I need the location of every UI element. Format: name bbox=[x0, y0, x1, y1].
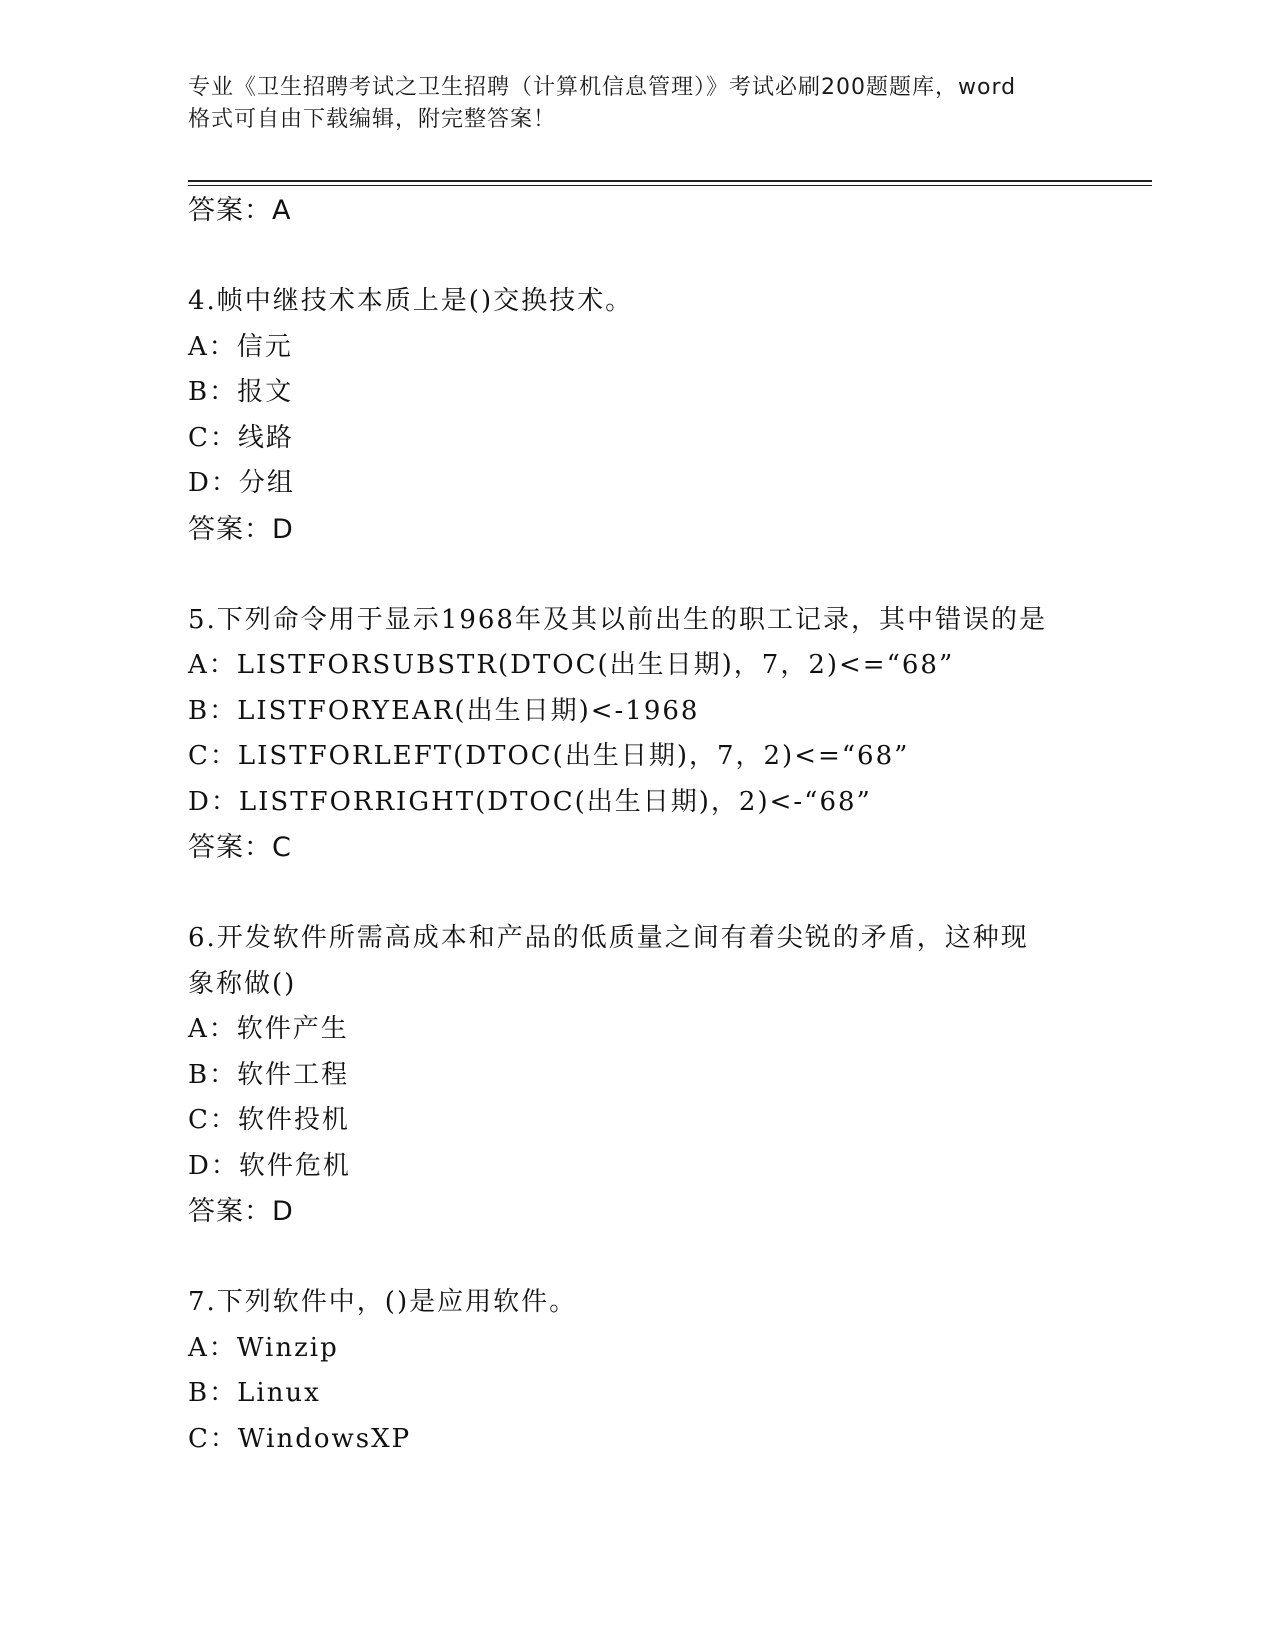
option-a: A：Winzip bbox=[188, 1332, 339, 1363]
option-c: C：线路 bbox=[188, 422, 294, 453]
option-d: D：LISTFORRIGHT(DTOC(出生日期)，2)<-“68” bbox=[188, 786, 872, 817]
document-header bbox=[188, 72, 1088, 136]
answer-line: 答案：D bbox=[188, 1196, 294, 1227]
option-a: A：软件产生 bbox=[188, 1014, 349, 1044]
spacer bbox=[188, 552, 1088, 598]
option-c: C：WindowsXP bbox=[188, 1423, 412, 1454]
header-rule-thin bbox=[188, 185, 1152, 186]
header-line-2: 格式可自由下载编辑，附完整答案！ bbox=[188, 107, 557, 132]
option-a: A：信元 bbox=[188, 331, 293, 362]
option-b: B：软件工程 bbox=[188, 1059, 350, 1090]
option-a: A：LISTFORSUBSTR(DTOC(出生日期)，7，2)<=“68” bbox=[188, 650, 955, 680]
option-d: D：软件危机 bbox=[188, 1150, 351, 1181]
question-4 bbox=[188, 279, 1088, 552]
question-stem: 5.下列命令用于显示1968年及其以前出生的职工记录，其中错误的是 bbox=[188, 604, 1047, 635]
question-6 bbox=[188, 916, 1088, 1235]
question-7 bbox=[188, 1280, 1088, 1462]
document-body bbox=[188, 188, 1088, 1462]
question-stem: 4.帧中继技术本质上是()交换技术。 bbox=[188, 286, 634, 316]
option-c: C：软件投机 bbox=[188, 1105, 350, 1135]
spacer bbox=[188, 1235, 1088, 1281]
header-line-1: 专业《卫生招聘考试之卫生招聘（计算机信息管理）》考试必刷200题题库，word bbox=[188, 75, 1017, 100]
option-b: B：Linux bbox=[188, 1378, 321, 1408]
question-5 bbox=[188, 598, 1088, 871]
option-b: B：LISTFORYEAR(出生日期)<-1968 bbox=[188, 695, 700, 726]
spacer bbox=[188, 234, 1088, 280]
answer-line: 答案：D bbox=[188, 513, 294, 545]
header-rule-thick bbox=[188, 180, 1152, 182]
question-stem: 7.下列软件中，()是应用软件。 bbox=[188, 1287, 578, 1317]
option-c: C：LISTFORLEFT(DTOC(出生日期)，7，2)<=“68” bbox=[188, 741, 910, 771]
answer-line: 答案：A bbox=[188, 195, 292, 226]
option-b: B：报文 bbox=[188, 377, 294, 407]
option-d: D：分组 bbox=[188, 468, 295, 498]
question-stem-line-2: 象称做() bbox=[188, 968, 297, 999]
answer-line: 答案：C bbox=[188, 832, 292, 863]
question-stem-line-1: 6.开发软件所需高成本和产品的低质量之间有着尖锐的矛盾，这种现 bbox=[188, 923, 1029, 953]
spacer bbox=[188, 871, 1088, 917]
